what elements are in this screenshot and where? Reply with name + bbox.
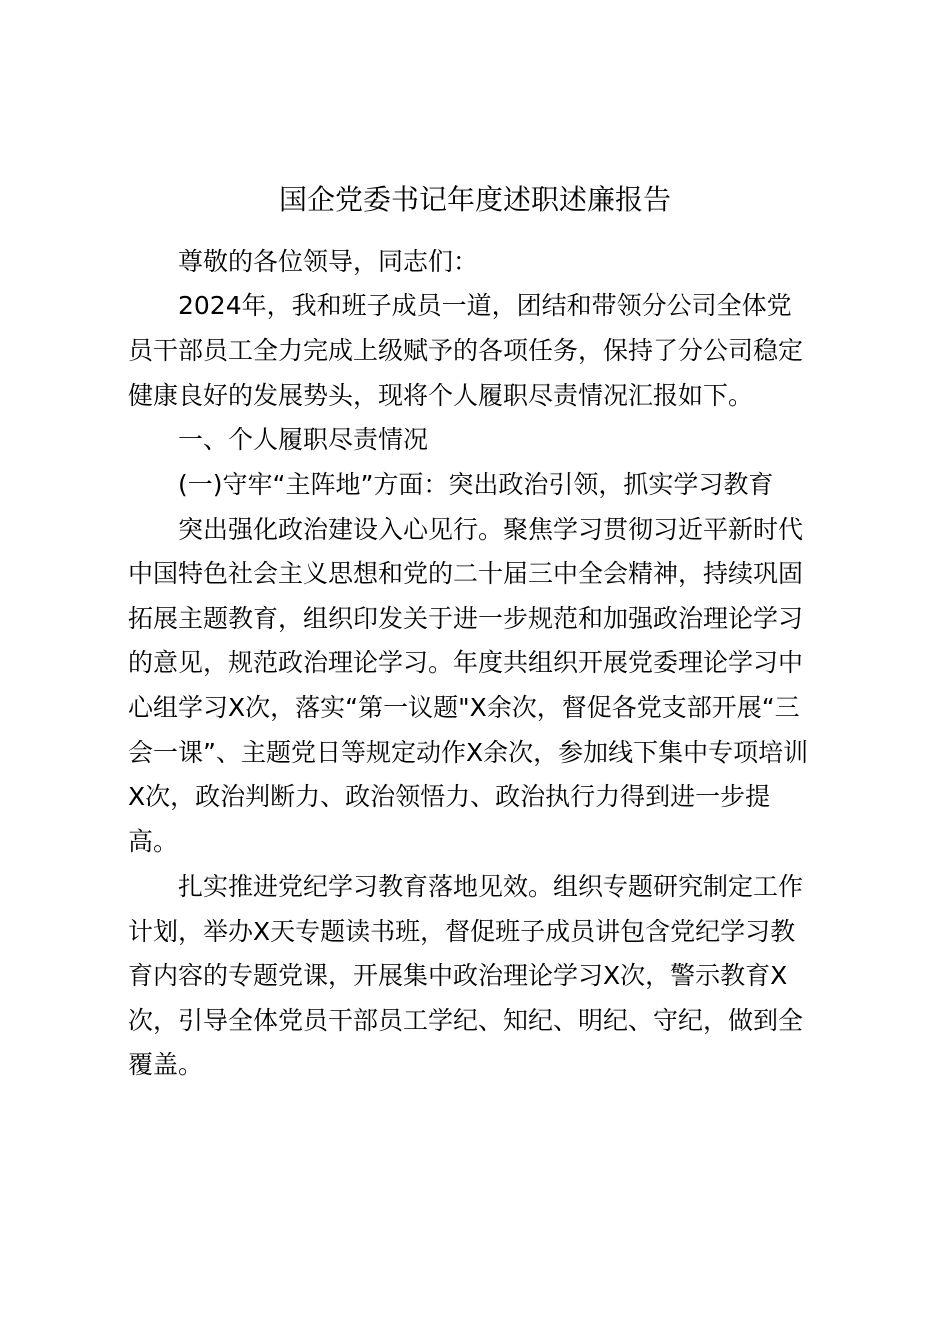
paragraph-line: 突出强化政治建设入心见行。聚焦学习贯彻习近平新时代: [178, 515, 804, 544]
paragraph-line: 扎实推进党纪学习教育落地见效。组织专题研究制定工作: [178, 872, 804, 901]
document-title: 国企党委书记年度述职述廉报告: [278, 183, 671, 216]
salutation: 尊敬的各位领导，同志们：: [178, 247, 479, 276]
paragraph-line: 员干部员工全力完成上级赋予的各项任务，保持了分公司稳定: [128, 336, 804, 365]
paragraph-line: 会一课”、主题党日等规定动作X余次，参加线下集中专项培训: [128, 738, 809, 767]
section-heading: 一、个人履职尽责情况: [178, 425, 429, 454]
paragraph-line: 健康良好的发展势头，现将个人履职尽责情况汇报如下。: [128, 381, 754, 410]
paragraph-line: X次，政治判断力、政治领悟力、政治执行力得到进一步提: [128, 782, 771, 811]
paragraph-line: 中国特色社会主义思想和党的二十届三中全会精神，持续巩固: [128, 559, 804, 588]
paragraph-line: 的意见，规范政治理论学习。年度共组织开展党委理论学习中: [128, 648, 804, 677]
paragraph-line: 心组学习X次，落实“第一议题"X余次，督促各党支部开展“三: [128, 693, 800, 722]
paragraph-line: 计划，举办X天专题读书班，督促班子成员讲包含党纪学习教: [128, 917, 796, 946]
paragraph-line: 2024年，我和班子成员一道，团结和带领分公司全体党: [178, 291, 792, 320]
subsection-heading: (一)守牢“主阵地”方面：突出政治引领，抓实学习教育: [178, 470, 774, 499]
paragraph-line: 次，引导全体党员干部员工学纪、知纪、明纪、守纪，做到全: [128, 1006, 804, 1035]
paragraph-line: 覆盖。: [128, 1050, 204, 1079]
paragraph-line: 育内容的专题党课，开展集中政治理论学习X次，警示教育X: [128, 961, 788, 990]
paragraph-line: 拓展主题教育，组织印发关于进一步规范和加强政治理论学习: [128, 604, 804, 633]
paragraph-line: 高。: [128, 827, 179, 856]
